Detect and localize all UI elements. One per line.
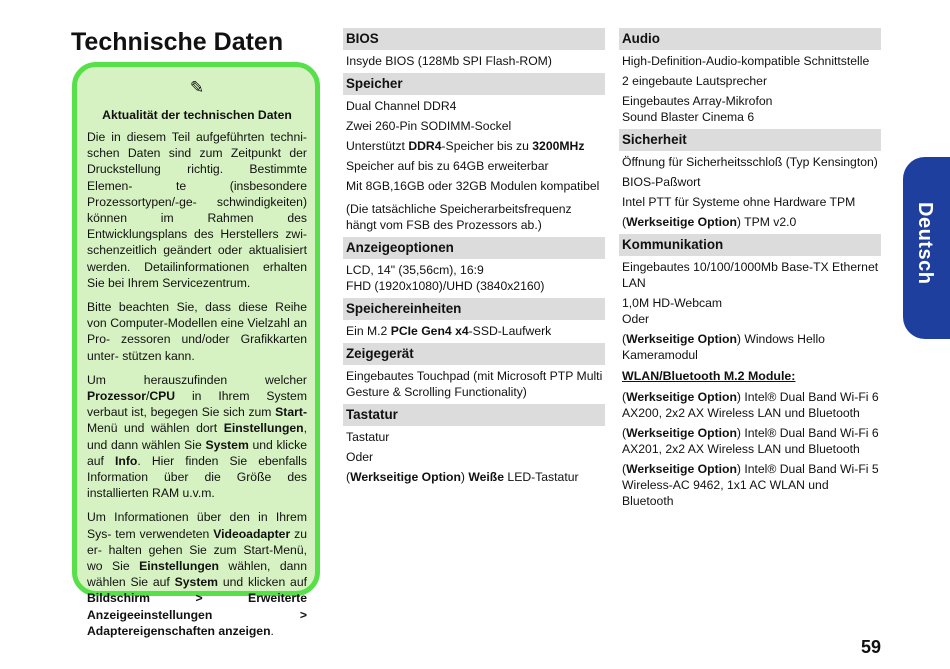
audio-line-2: 2 eingebaute Lautsprecher: [622, 74, 768, 88]
section-header-zeigegeraet: Zeigegerät: [343, 343, 605, 365]
kommunikation-line-3: Oder: [622, 312, 650, 326]
wlan-heading: WLAN/Bluetooth M.2 Module:: [622, 369, 796, 383]
speicher-line-4: Speicher auf bis zu 64GB erweiterbar: [346, 159, 549, 173]
note-paragraph-4: Um Informationen über den in Ihrem Sys- tem verwendeten Videoadapter zu er- halten gehen Sie zum Start-Menü, wo Sie Einstellungen wählen, dann wählen Sie auf System und klicken auf Bildschirm > Erweiterte Anzeigeeinstellungen > Adaptereigenschaften anzeigen.: [87, 510, 308, 638]
tastatur-line-1: Tastatur: [346, 430, 390, 444]
kommunikation-line-4: (Werkseitige Option) Windows Hello Kameramodul: [622, 332, 825, 362]
sicherheit-line-1: Öffnung für Sicherheitsschloß (Typ Kensington): [622, 155, 878, 169]
spec-column-right: [619, 28, 881, 513]
page-number: 59: [860, 637, 881, 657]
speicher-line-3: Unterstützt DDR4-Speicher bis zu 3200MHz: [346, 139, 585, 153]
tastatur-line-2: Oder: [346, 450, 374, 464]
anzeige-line-1: LCD, 14" (35,56cm), 16:9: [346, 263, 484, 277]
wlan-option-3: (Werkseitige Option) Intel® Dual Band Wi-Fi 5 Wireless-AC 9462, 1x1 AC WLAN und Bluetooth: [622, 462, 879, 508]
note-heading: Aktualität der technischen Daten: [102, 108, 292, 122]
language-side-tab: [903, 157, 950, 339]
spec-column-left: [343, 28, 605, 489]
sicherheit-line-2: BIOS-Paßwort: [622, 175, 701, 189]
note-box: [72, 62, 320, 638]
page-title: Technische Daten: [71, 28, 284, 56]
note-paragraph-2: Bitte beachten Sie, dass diese Reihe von Computer-Modellen eine Vielzahl an Pro- zessoren und/oder Grafikkarten unter- stützen kann.: [87, 300, 307, 363]
section-header-sicherheit: Sicherheit: [619, 129, 881, 151]
note-paragraph-1: Die in diesem Teil aufgeführten techni- schen Daten sind zum Zeitpunkt der Druckstellung richtig. Bestimmte Elemen- te (insbesondere Prozessortypen/-ge- schwindigkeiten) können im Rahmen des Entwicklungsplans des Herstellers zwi- schenzeitlich geändert oder aktualisiert werden. Detailinformationen erhalten Sie bei Ihrem Servicezentrum.: [87, 130, 307, 290]
zeigegeraet-line: Eingebautes Touchpad (mit Microsoft PTP Multi Gesture & Scrolling Functionality): [346, 369, 603, 399]
section-header-speicher: Speicher: [343, 73, 605, 95]
language-tab-label: Deutsch: [914, 202, 936, 285]
anzeige-line-2: FHD (1920x1080)/UHD (3840x2160): [346, 279, 545, 293]
section-header-kommunikation: Kommunikation: [619, 234, 881, 256]
wlan-option-2: (Werkseitige Option) Intel® Dual Band Wi-Fi 6 AX201, 2x2 AX Wireless LAN und Bluetooth: [622, 426, 879, 456]
bios-line: Insyde BIOS (128Mb SPI Flash-ROM): [346, 54, 552, 68]
speicher-line-2: Zwei 260-Pin SODIMM-Sockel: [346, 119, 512, 133]
kommunikation-line-2: 1,0M HD-Webcam: [622, 296, 723, 310]
tastatur-line-3: (Werkseitige Option) Weiße LED-Tastatur: [346, 470, 579, 484]
speicher-line-5: Mit 8GB,16GB oder 32GB Modulen kompatibel: [346, 179, 600, 193]
section-header-audio: Audio: [619, 28, 881, 50]
section-header-tastatur: Tastatur: [343, 404, 605, 426]
section-header-speichereinheiten: Speichereinheiten: [343, 298, 605, 320]
sicherheit-line-3: Intel PTT für Systeme ohne Hardware TPM: [622, 195, 856, 209]
wlan-option-1: (Werkseitige Option) Intel® Dual Band Wi-Fi 6 AX200, 2x2 AX Wireless LAN und Bluetooth: [622, 390, 879, 420]
pencil-icon: ✎: [189, 78, 205, 97]
kommunikation-line-1: Eingebautes 10/100/1000Mb Base-TX Ethernet LAN: [622, 260, 879, 290]
note-paragraph-3: Um herauszufinden welcher Prozessor/CPU in Ihrem System verbaut ist, begegen Sie sich zum Start-Menü und wählen dort Einstellungen, und dann wählen Sie System und klicke auf Info. Hier finden Sie ebenfalls Information über die Größe des installierten RAM u.v.m.: [87, 372, 307, 501]
audio-line-4: Sound Blaster Cinema 6: [622, 110, 755, 124]
audio-line-3: Eingebautes Array-Mikrofon: [622, 94, 773, 108]
speichereinheiten-line: Ein M.2 PCIe Gen4 x4-SSD-Laufwerk: [346, 324, 552, 338]
section-header-bios: BIOS: [343, 28, 605, 50]
speicher-line-1: Dual Channel DDR4: [346, 99, 457, 113]
speicher-line-6: (Die tatsächliche Speicherarbeitsfrequenz hängt vom FSB des Prozessors ab.): [346, 202, 572, 232]
audio-line-1: High-Definition-Audio-kompatible Schnittstelle: [622, 54, 870, 68]
sicherheit-line-4: (Werkseitige Option) TPM v2.0: [622, 215, 797, 229]
section-header-anzeige: Anzeigeoptionen: [343, 237, 605, 259]
